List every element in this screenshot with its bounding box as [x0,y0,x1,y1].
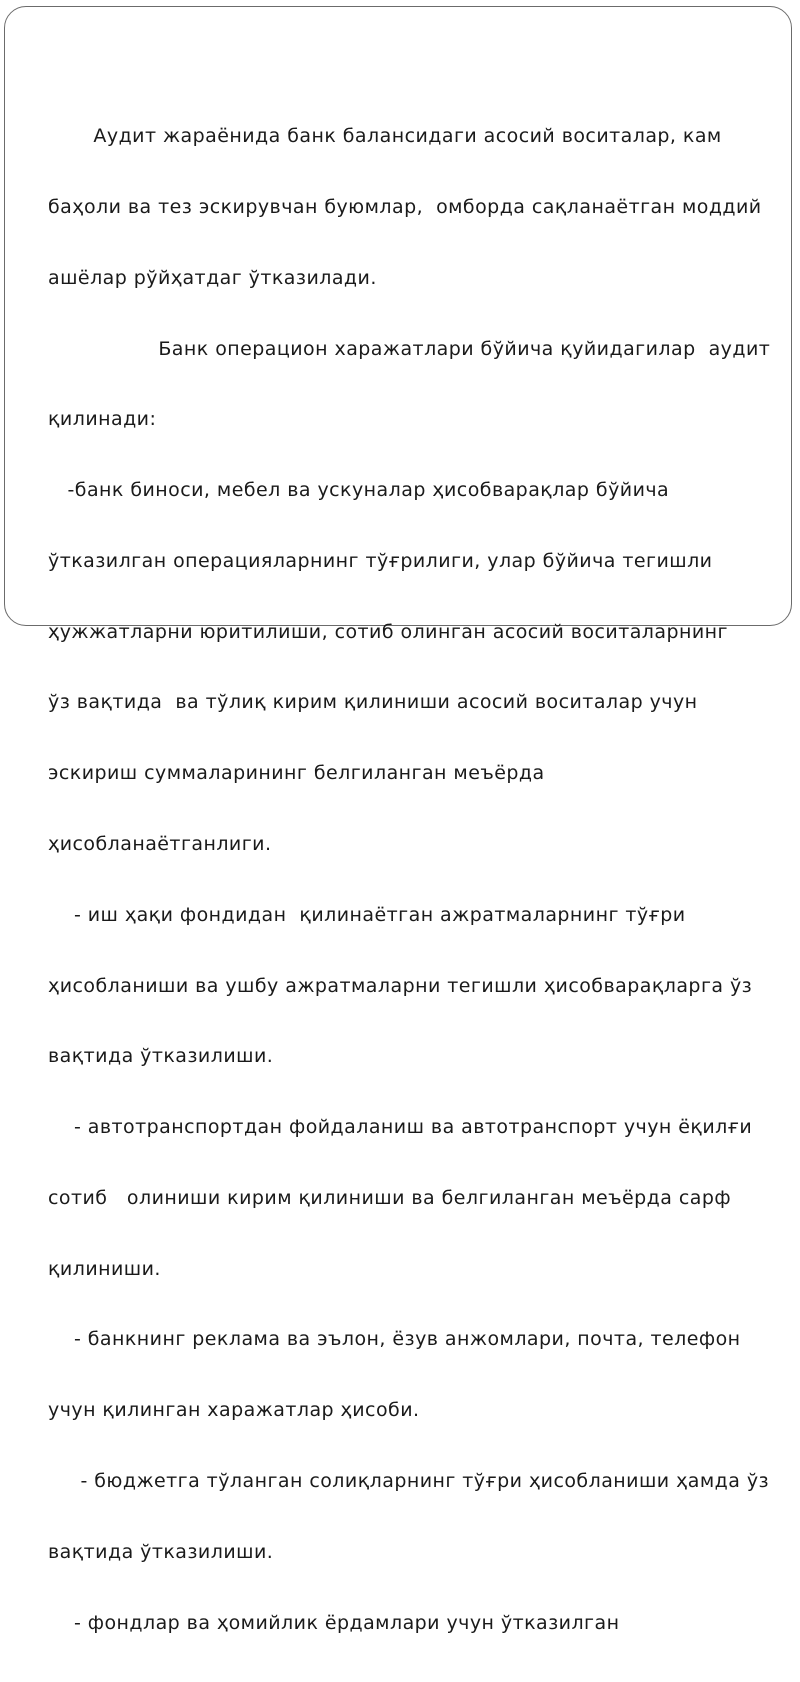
text-line: баҳоли ва тез эскирувчан буюмлар, омборда сақланаётган моддий [48,195,762,218]
text-line: - фондлар ва ҳомийлик ёрдамлари учун ўтказилган [48,1611,620,1634]
text-line: Банк операцион харажатлари бўйича қуйидагилар аудит [48,337,771,360]
text-line: ўтказилган операцияларнинг тўғрилиги, улар бўйича тегишли [48,549,713,572]
text-line: вақтида ўтказилиши. [48,1045,274,1068]
text-line: вақтида ўтказилиши. [48,1540,274,1563]
text-line: ашёлар рўйҳатдаг ўтказилади. [48,266,377,289]
text-line: -банк биноси, мебел ва ускуналар ҳисобварақлар бўйича [48,479,670,502]
text-line: - бюджетга тўланган солиқларнинг тўғри ҳисобланиши ҳамда ўз [48,1470,770,1493]
text-line: қилинади: [48,408,157,431]
text-line: ҳисобланиши ва ушбу ажратмаларни тегишли ҳисобварақларга ўз [48,974,753,997]
text-line: ўз вақтида ва тўлиқ кирим қилиниши асосий воситалар учун [48,691,698,714]
text-line: - банкнинг реклама ва эълон, ёзув анжомлари, почта, телефон [48,1328,741,1351]
text-line: ҳисобланаётганлиги. [48,833,272,855]
text-line: Аудит жараёнида банк балансидаги асосий воситалар, кам [48,125,722,148]
text-line: қилиниши. [48,1257,161,1280]
text-line: ҳужжатларни юритилиши, сотиб олинган асосий воситаларнинг [48,620,728,643]
text-line: - иш ҳақи фондидан қилинаётган ажратмаларнинг тўғри [48,903,686,926]
text-line: учун қилинган харажатлар ҳисоби. [48,1399,420,1422]
slide-body-text [48,78,788,1682]
text-line: эскириш суммаларининг белгиланган меъёрда [48,762,545,785]
text-line: сотиб олиниши кирим қилиниши ва белгиланган меъёрда сарф [48,1186,732,1209]
text-line: - автотранспортдан фойдаланиш ва автотранспорт учун ёқилғи [48,1116,753,1139]
